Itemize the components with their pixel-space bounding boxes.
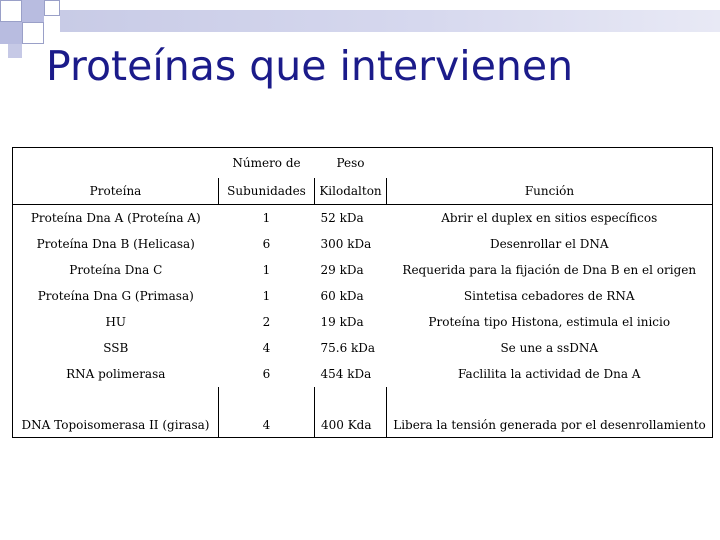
cell-subunits: 6 [262,237,271,251]
header-cell [387,148,713,179]
cell-weight: 52 kDa [320,211,364,225]
cell-protein: DNA Topoisomerasa II (girasa) [13,387,219,438]
cell-weight: 75.6 kDa [320,341,376,355]
header-cell [13,148,219,179]
cell-function: Requerida para la fijación de Dna B en el origen [387,257,713,283]
cell-function: Libera la tensión generada por el desenrollamiento [387,387,713,438]
cell-function: Desenrollar el DNA [387,231,713,257]
cell-weight: 29 kDa [320,263,364,277]
cell-subunits: 2 [262,315,271,329]
table-row [13,335,713,361]
table-row [13,257,713,283]
cell-subunits: 1 [262,211,271,225]
cell-protein: Proteína Dna C [13,257,219,283]
cell-function: Sintetisa cebadores de RNA [387,283,713,309]
header-cell-protein: Proteína [13,178,219,205]
cell-function: Abrir el duplex en sitios específicos [387,205,713,232]
cell-weight: 454 kDa [320,367,372,381]
decor-square [0,22,22,44]
decor-square [0,0,22,22]
cell-protein: Proteína Dna G (Primasa) [13,283,219,309]
cell-subunits: 6 [262,367,271,381]
table-row [13,309,713,335]
decor-square [22,0,44,22]
cell-protein: Proteína Dna A (Proteína A) [13,205,219,232]
cell-function: Proteína tipo Histona, estimula el inicio [387,309,713,335]
slide-title: Proteínas que intervienen [46,42,574,90]
header-cell-subunits-top: Número de [219,148,315,179]
cell-subunits: 4 [262,341,271,355]
header-cell-subunits: Subunidades [219,178,315,205]
cell-protein: Proteína Dna B (Helicasa) [13,231,219,257]
cell-subunits: 4 [219,387,315,438]
cell-function: Se une a ssDNA [387,335,713,361]
cell-weight: 400 Kda [315,387,387,438]
header-cell-weight: Kilodalton [315,178,387,205]
cell-weight: 19 kDa [320,315,364,329]
table-header-row [13,148,713,179]
cell-weight: 60 kDa [320,289,364,303]
decor-square [44,0,60,16]
cell-protein: SSB [13,335,219,361]
table-row [13,283,713,309]
cell-protein: RNA polimerasa [13,361,219,387]
protein-table [12,147,713,438]
table-row [13,231,713,257]
header-cell-function: Función [387,178,713,205]
table-header-row [13,178,713,205]
table-row [13,361,713,387]
cell-function: Faclilita la actividad de Dna A [387,361,713,387]
header-cell-weight-top: Peso [315,148,387,179]
cell-subunits: 1 [262,289,271,303]
decor-square [8,44,22,58]
decor-square [22,22,44,44]
cell-subunits: 1 [262,263,271,277]
cell-weight: 300 kDa [320,237,372,251]
table-row [13,387,713,438]
cell-protein: HU [13,309,219,335]
table-row [13,205,713,232]
header-band [60,10,720,32]
